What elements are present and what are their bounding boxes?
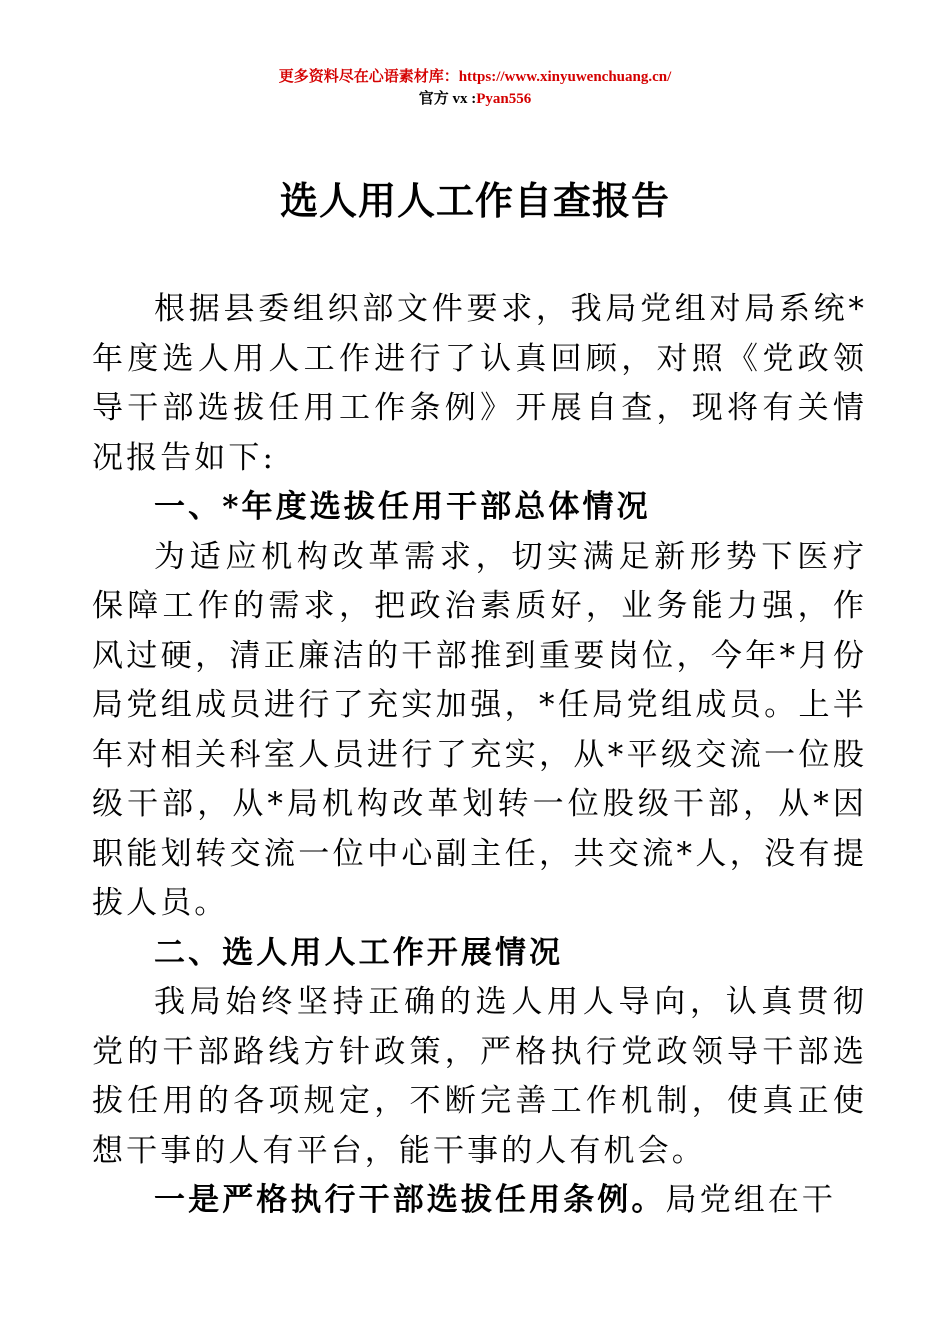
header-promo-link[interactable]: 更多资料尽在心语素材库：https://www.xinyuwenchuang.cn/ bbox=[278, 69, 672, 85]
section-heading-2: 二、选人用人工作开展情况 bbox=[154, 934, 564, 971]
header-contact bbox=[0, 88, 950, 110]
point-1-lead: 一是严格执行干部选拔任用条例。 bbox=[154, 1182, 666, 1218]
header-vx-id: Pyan556 bbox=[476, 91, 532, 107]
section-heading-1: 一、*年度选拔任用干部总体情况 bbox=[154, 489, 651, 525]
section-2-paragraph: 我局始终坚持正确的选人用人导向，认真贯彻党的干部路线方针政策，严格执行党政领导干部选拔任用的各项规定，不断完善工作机制，使真正使想干事的人有平台，能干事的人有机会。 bbox=[92, 984, 867, 1169]
intro-paragraph: 根据县委组织部文件要求，我局党组对局系统*年度选人用人工作进行了认真回顾，对照《党政领导干部选拔任用工作条例》开展自查，现将有关情况报告如下: bbox=[92, 291, 867, 476]
header-vx-label: 官方 vx : bbox=[418, 91, 477, 107]
section-1-paragraph: 为适应机构改革需求，切实满足新形势下医疗保障工作的需求，把政治素质好，业务能力强，作风过硬，清正廉洁的干部推到重要岗位，今年*月份局党组成员进行了充实加强，*任局党组成员。上半年对相关科室人员进行了充实，从*平级交流一位股级干部，从*局机构改革划转一位股级干部，从*因职能划转交流一位中心副主任，共交流*人，没有提拔人员。 bbox=[92, 538, 867, 921]
section-2-point-1 bbox=[92, 1176, 867, 1226]
page-header bbox=[0, 66, 950, 110]
point-1-text: 局党组在干 bbox=[665, 1182, 836, 1218]
document-title: 选人用人工作自查报告 bbox=[279, 178, 670, 223]
document-body bbox=[92, 285, 867, 1226]
